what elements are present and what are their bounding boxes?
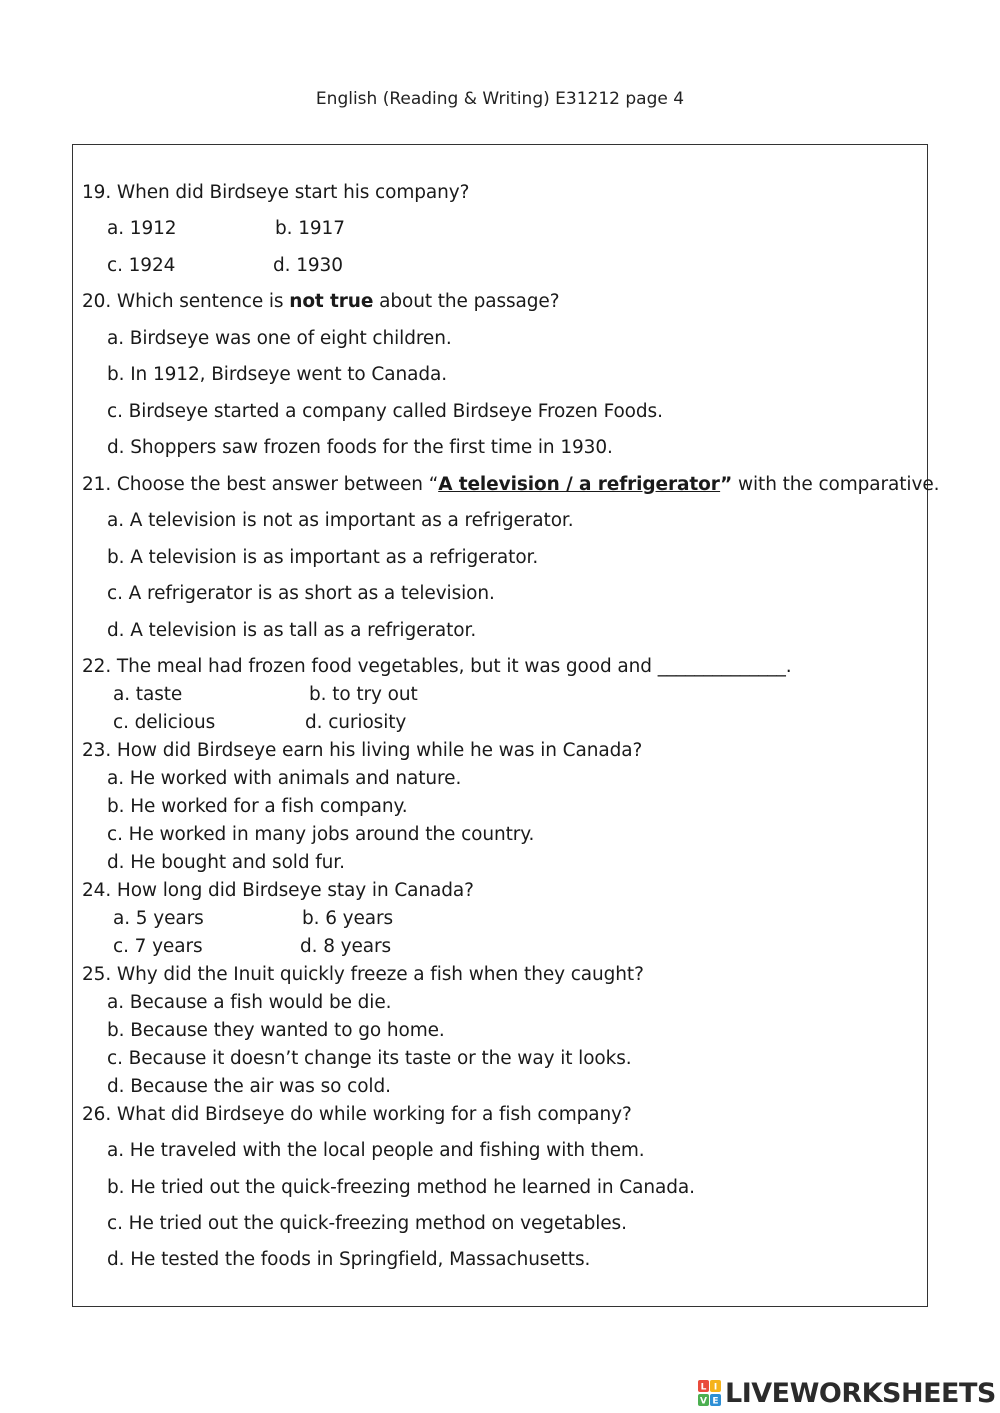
q21-close-quote: ” <box>720 474 733 495</box>
liveworksheets-logo <box>697 1376 996 1410</box>
q23-option-c: c. He worked in many jobs around the country. <box>107 824 535 845</box>
q25-option-a: a. Because a fish would be die. <box>107 992 392 1013</box>
question-20 <box>82 291 559 312</box>
q21-option-d: d. A television is as tall as a refrigerator. <box>107 620 477 641</box>
q21-option-c: c. A refrigerator is as short as a television. <box>107 583 495 604</box>
q26-option-a: a. He traveled with the local people and fishing with them. <box>107 1140 645 1161</box>
q23-option-d: d. He bought and sold fur. <box>107 852 345 873</box>
q20-text-pre: 20. Which sentence is <box>82 291 290 312</box>
svg-text:I: I <box>713 1382 718 1393</box>
q22-option-a: a. taste <box>113 684 183 705</box>
q21-text-pre: 21. Choose the best answer between “ <box>82 474 439 495</box>
q23-option-a: a. He worked with animals and nature. <box>107 768 462 789</box>
q20-option-a: a. Birdseye was one of eight children. <box>107 328 452 349</box>
svg-text:E: E <box>712 1396 719 1407</box>
q22-option-c: c. delicious <box>113 712 216 733</box>
svg-text:L: L <box>700 1382 707 1393</box>
q19-option-b: b. 1917 <box>275 218 345 239</box>
question-22: 22. The meal had frozen food vegetables, but it was good and ______________. <box>82 656 792 677</box>
q21-option-a: a. A television is not as important as a refrigerator. <box>107 510 574 531</box>
q21-text-post: with the comparative. <box>732 474 940 495</box>
q24-option-b: b. 6 years <box>302 908 394 929</box>
q22-option-d: d. curiosity <box>305 712 407 733</box>
question-24: 24. How long did Birdseye stay in Canada? <box>82 880 474 901</box>
q19-option-a: a. 1912 <box>107 218 177 239</box>
liveworksheets-logo-text: LIVEWORKSHEETS <box>725 1377 996 1409</box>
q20-emphasis: not true <box>289 291 374 312</box>
q26-option-b: b. He tried out the quick-freezing method he learned in Canada. <box>107 1177 695 1198</box>
svg-text:V: V <box>700 1396 707 1407</box>
page-header: English (Reading & Writing) E31212 page 4 <box>315 89 685 109</box>
liveworksheets-logo-icon <box>697 1378 723 1408</box>
question-25: 25. Why did the Inuit quickly freeze a fish when they caught? <box>82 964 644 985</box>
question-21 <box>82 474 939 495</box>
question-23: 23. How did Birdseye earn his living while he was in Canada? <box>82 740 643 761</box>
q24-option-c: c. 7 years <box>113 936 203 957</box>
q19-option-d: d. 1930 <box>273 255 343 276</box>
q26-option-d: d. He tested the foods in Springfield, Massachusetts. <box>107 1249 591 1270</box>
q24-option-a: a. 5 years <box>113 908 204 929</box>
q20-option-c: c. Birdseye started a company called Birdseye Frozen Foods. <box>107 401 663 422</box>
q22-option-b: b. to try out <box>309 684 418 705</box>
q23-option-b: b. He worked for a fish company. <box>107 796 408 817</box>
q25-option-b: b. Because they wanted to go home. <box>107 1020 445 1041</box>
question-26: 26. What did Birdseye do while working for a fish company? <box>82 1104 632 1125</box>
q21-emphasis: A television / a refrigerator <box>438 474 721 495</box>
q20-text-post: about the passage? <box>373 291 560 312</box>
q20-option-b: b. In 1912, Birdseye went to Canada. <box>107 364 447 385</box>
q21-option-b: b. A television is as important as a refrigerator. <box>107 547 539 568</box>
q19-option-c: c. 1924 <box>107 255 176 276</box>
q20-option-d: d. Shoppers saw frozen foods for the first time in 1930. <box>107 437 613 458</box>
question-19: 19. When did Birdseye start his company? <box>82 182 470 203</box>
q25-option-c: c. Because it doesn’t change its taste or the way it looks. <box>107 1048 632 1069</box>
q26-option-c: c. He tried out the quick-freezing method on vegetables. <box>107 1213 627 1234</box>
q24-option-d: d. 8 years <box>300 936 392 957</box>
q25-option-d: d. Because the air was so cold. <box>107 1076 391 1097</box>
